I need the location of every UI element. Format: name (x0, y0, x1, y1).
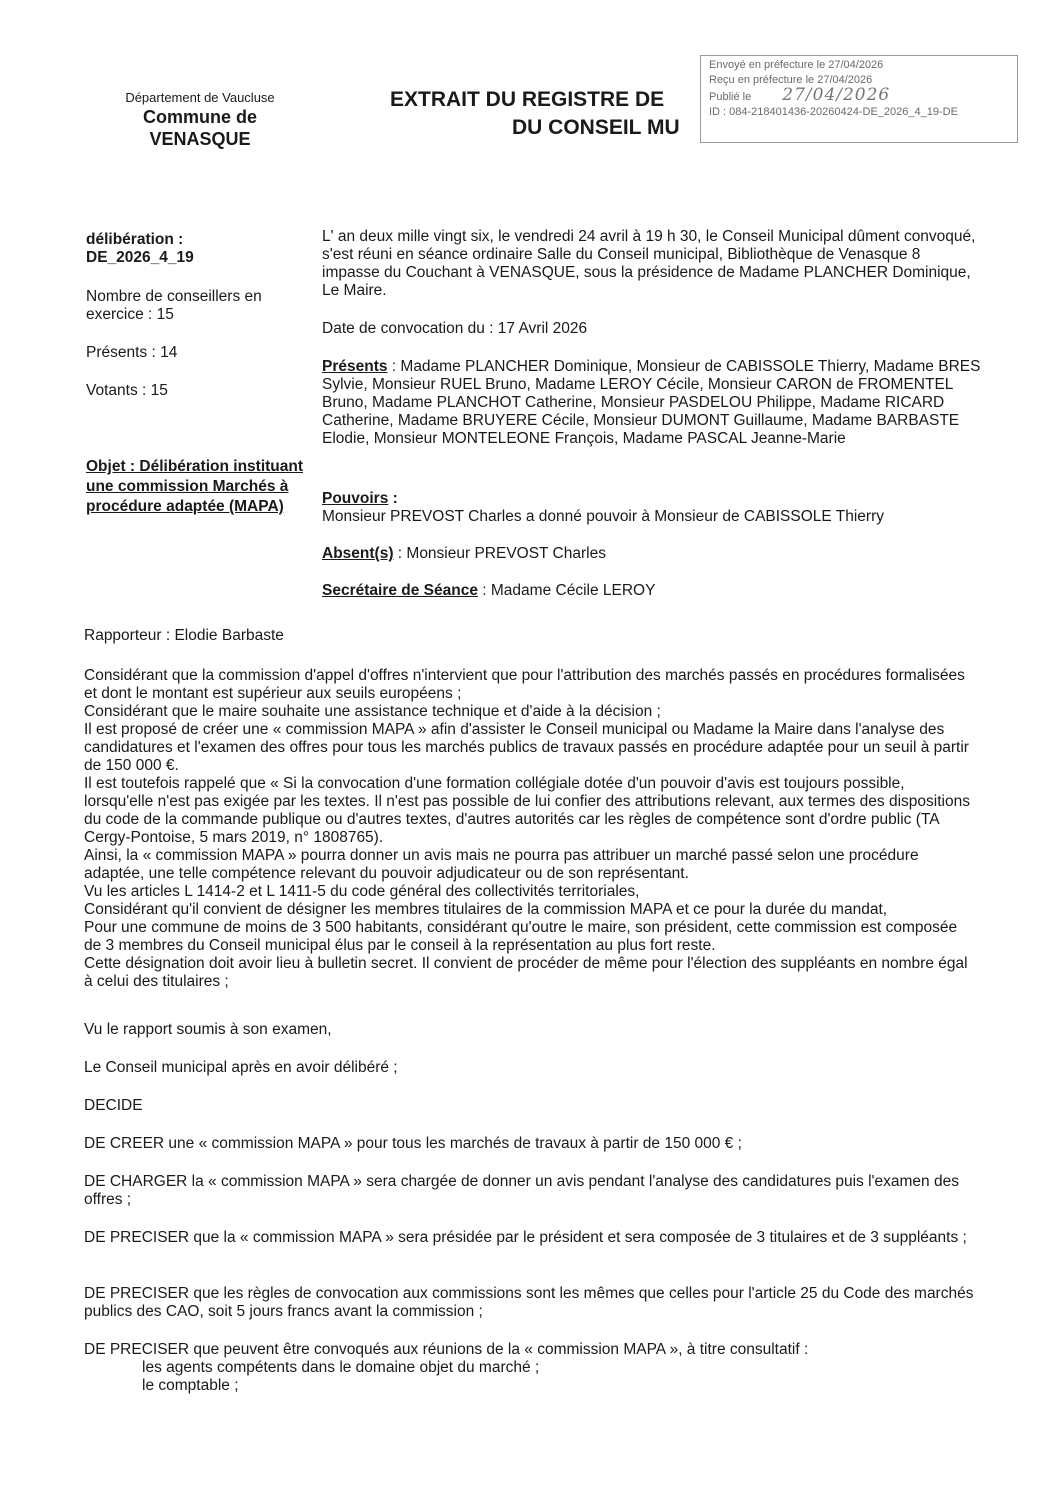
considerant-paragraph: Ainsi, la « commission MAPA » pourra donner un avis mais ne pourra pas attribuer un marché passé selon une procédure adaptée, une telle compétence relevant du pouvoir adjudicateur ou de son représentant. (84, 847, 919, 882)
considerant-paragraph: Considérant que le maire souhaite une assistance technique et d'aide à la décision ; (84, 703, 661, 720)
pouvoirs-heading: Pouvoirs (322, 490, 389, 507)
prefecture-stamp (700, 55, 1018, 143)
nb-votants: Votants : 15 (86, 382, 168, 399)
considerant-paragraph: Il est proposé de créer une « commission MAPA » afin d'assister le Conseil municipal ou Madame la Maire dans l'analyse des candidatures et l'examen des offres pour tous les marchés publics de travaux passés en procédure adaptée pour un seuil à partir de 150 000 €. (84, 721, 969, 774)
absents-line (322, 545, 982, 563)
stamp-published-label: Publié le (709, 91, 752, 103)
decision-text: DE PRECISER que peuvent être convoqués aux réunions de la « commission MAPA », à titre consultatif : (84, 1341, 809, 1358)
stamp-published-handwritten: 27/04/2026 (782, 85, 891, 105)
date-convocation: Date de convocation du : 17 Avril 2026 (322, 320, 588, 337)
decision-charger: DE CHARGER la « commission MAPA » sera chargée de donner un avis pendant l'analyse des candidatures puis l'examen des offres ; (84, 1173, 959, 1208)
secretaire-heading: Secrétaire de Séance (322, 582, 478, 599)
presents-list (322, 358, 982, 448)
stamp-id: ID : 084-218401436-20260424-DE_2026_4_19-DE (709, 106, 958, 118)
list-item: les agents compétents dans le domaine objet du marché ; (142, 1359, 540, 1376)
objet: Objet : Délibération instituant une commission Marchés à procédure adaptée (MAPA) (86, 458, 304, 515)
stamp-sent: Envoyé en préfecture le 27/04/2026 (709, 59, 884, 71)
considerant-paragraph: Considérant qu'il convient de désigner les membres titulaires de la commission MAPA et ce pour la durée du mandat, (84, 901, 888, 918)
department-label: Département de Vaucluse (125, 90, 275, 105)
decision-creer: DE CREER une « commission MAPA » pour tous les marchés de travaux à partir de 150 000 € ; (84, 1135, 742, 1152)
considerant-paragraph: Vu les articles L 1414-2 et L 1411-5 du code général des collectivités territoriales, (84, 883, 640, 900)
document-title-line1: EXTRAIT DU REGISTRE DE (390, 88, 665, 111)
vu-rapport: Vu le rapport soumis à son examen, (84, 1021, 332, 1038)
stamp-received: Reçu en préfecture le 27/04/2026 (709, 74, 873, 86)
conseil-delibere: Le Conseil municipal après en avoir délibéré ; (84, 1059, 398, 1076)
commune-name: VENASQUE (149, 129, 251, 149)
nb-presents: Présents : 14 (86, 344, 178, 361)
decision-preciser-presidence: DE PRECISER que la « commission MAPA » sera présidée par le président et sera composée de 3 titulaires et de 3 suppléants ; (84, 1229, 967, 1246)
presents-heading: Présents (322, 358, 388, 375)
nb-conseillers: Nombre de conseillers en exercice : 15 (86, 288, 262, 323)
commune-label: Commune de (142, 107, 257, 127)
considerant-paragraph: Pour une commune de moins de 3 500 habitants, considérant qu'outre le maire, son président, cette commission est composée de 3 membres du Conseil municipal élus par le conseil à la représentation au plus fort reste. (84, 919, 958, 954)
deliberation-number: DE_2026_4_19 (86, 249, 194, 266)
decision-preciser-consultatif (84, 1341, 974, 1395)
considerants-block (84, 667, 974, 991)
decision-preciser-convocation: DE PRECISER que les règles de convocation aux commissions sont les mêmes que celles pour l'article 25 du Code des marchés publics des CAO, soit 5 jours francs avant la commission ; (84, 1285, 974, 1320)
document-title-line2: DU CONSEIL MU (512, 116, 680, 139)
absents-heading: Absent(s) (322, 545, 394, 562)
secretaire-line (322, 582, 982, 600)
presents-names: : Madame PLANCHER Dominique, Monsieur de CABISSOLE Thierry, Madame BRES Sylvie, Monsieur RUEL Bruno, Madame LEROY Cécile, Monsieur CARON de FROMENTEL Bruno, Madame PLANCHOT Catherine, Monsieur PASDELOU Philippe, Madame RICARD Catherine, Madame BRUYERE Cécile, Monsieur DUMONT Guillaume, Madame BARBASTE Elodie, Monsieur MONTELEONE François, Madame PASCAL Jeanne-Marie (322, 358, 981, 447)
list-item: le comptable ; (142, 1377, 239, 1394)
header-commune-block (100, 90, 300, 150)
decide-heading: DECIDE (84, 1097, 143, 1114)
seance-intro: L' an deux mille vingt six, le vendredi 24 avril à 19 h 30, le Conseil Municipal dûment convoqué, s'est réuni en séance ordinaire Salle du Conseil municipal, Bibliothèque de Venasque 8 impasse du Couchant à VENASQUE, sous la présidence de Madame PLANCHER Dominique, Le Maire. (322, 228, 976, 299)
absents-names: : Monsieur PREVOST Charles (393, 545, 606, 562)
pouvoirs-colon: : (388, 490, 398, 507)
considerant-paragraph: Il est toutefois rappelé que « Si la convocation d'une formation collégiale dotée d'un pouvoir d'avis est toujours possible, lorsqu'elle n'est pas exigée par les textes. Il n'est pas possible de lui confier des attributions relevant, aux termes des dispositions du code de la commande publique ou d'autres textes, d'autres autorités car les règles de compétence sont d'ordre public (TA Cergy-Pontoise, 5 mars 2019, n° 1808765). (84, 775, 970, 846)
considerant-paragraph: Considérant que la commission d'appel d'offres n'intervient que pour l'attribution des marchés passés en procédures formalisées et dont le montant est supérieur aux seuils européens ; (84, 667, 965, 702)
pouvoirs-block (322, 490, 982, 526)
stamp-published (709, 85, 1009, 105)
pouvoirs-text: Monsieur PREVOST Charles a donné pouvoir à Monsieur de CABISSOLE Thierry (322, 508, 884, 525)
rapporteur: Rapporteur : Elodie Barbaste (84, 627, 284, 644)
considerant-paragraph: Cette désignation doit avoir lieu à bulletin secret. Il convient de procéder de même pour l'élection des suppléants en nombre égal à celui des titulaires ; (84, 955, 968, 990)
deliberation-label: délibération : (86, 231, 184, 248)
secretaire-name: : Madame Cécile LEROY (477, 582, 656, 599)
